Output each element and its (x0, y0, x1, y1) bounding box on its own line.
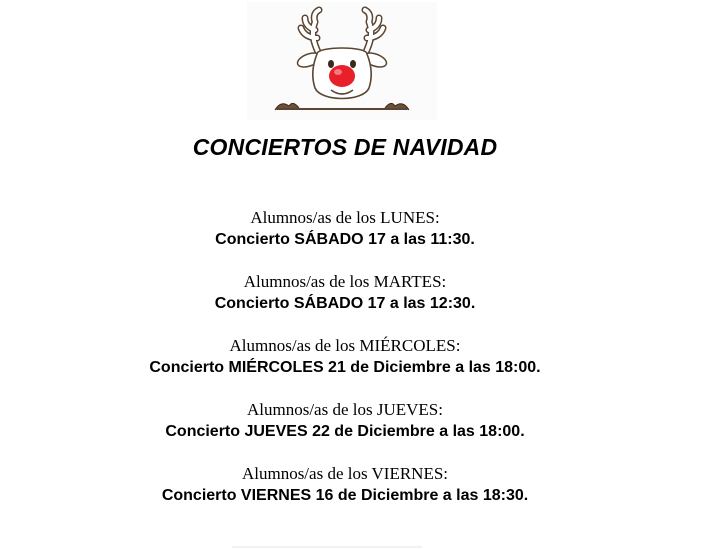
group-label: Alumnos/as de los JUEVES: (247, 400, 443, 419)
group-label: Alumnos/as de los VIERNES: (241, 464, 449, 483)
concert-time: Concierto SÁBADO 17 a las 11:30. (215, 231, 475, 248)
concert-time: Concierto SÁBADO 17 a las 12:30. (214, 295, 476, 312)
concert-time: Concierto MIÉRCOLES 21 de Diciembre a las 18:00. (149, 359, 541, 376)
reindeer-icon (247, 2, 437, 120)
concert-time: Concierto VIERNES 16 de Diciembre a las 18:30. (161, 487, 529, 504)
concert-time: Concierto JUEVES 22 de Diciembre a las 18:00. (165, 423, 525, 440)
schedule-group-miercoles (0, 335, 690, 379)
footer-divider (232, 546, 422, 548)
page-title: CONCIERTOS DE NAVIDAD (192, 134, 498, 160)
schedule-group-martes (0, 271, 690, 315)
concert-schedule (0, 207, 690, 527)
group-label: Alumnos/as de los MIÉRCOLES: (229, 336, 461, 355)
schedule-group-jueves (0, 399, 690, 443)
schedule-group-lunes (0, 207, 690, 251)
reindeer-logo (247, 2, 437, 120)
group-label: Alumnos/as de los LUNES: (250, 208, 440, 227)
group-label: Alumnos/as de los MARTES: (243, 272, 447, 291)
schedule-group-viernes (0, 463, 690, 507)
